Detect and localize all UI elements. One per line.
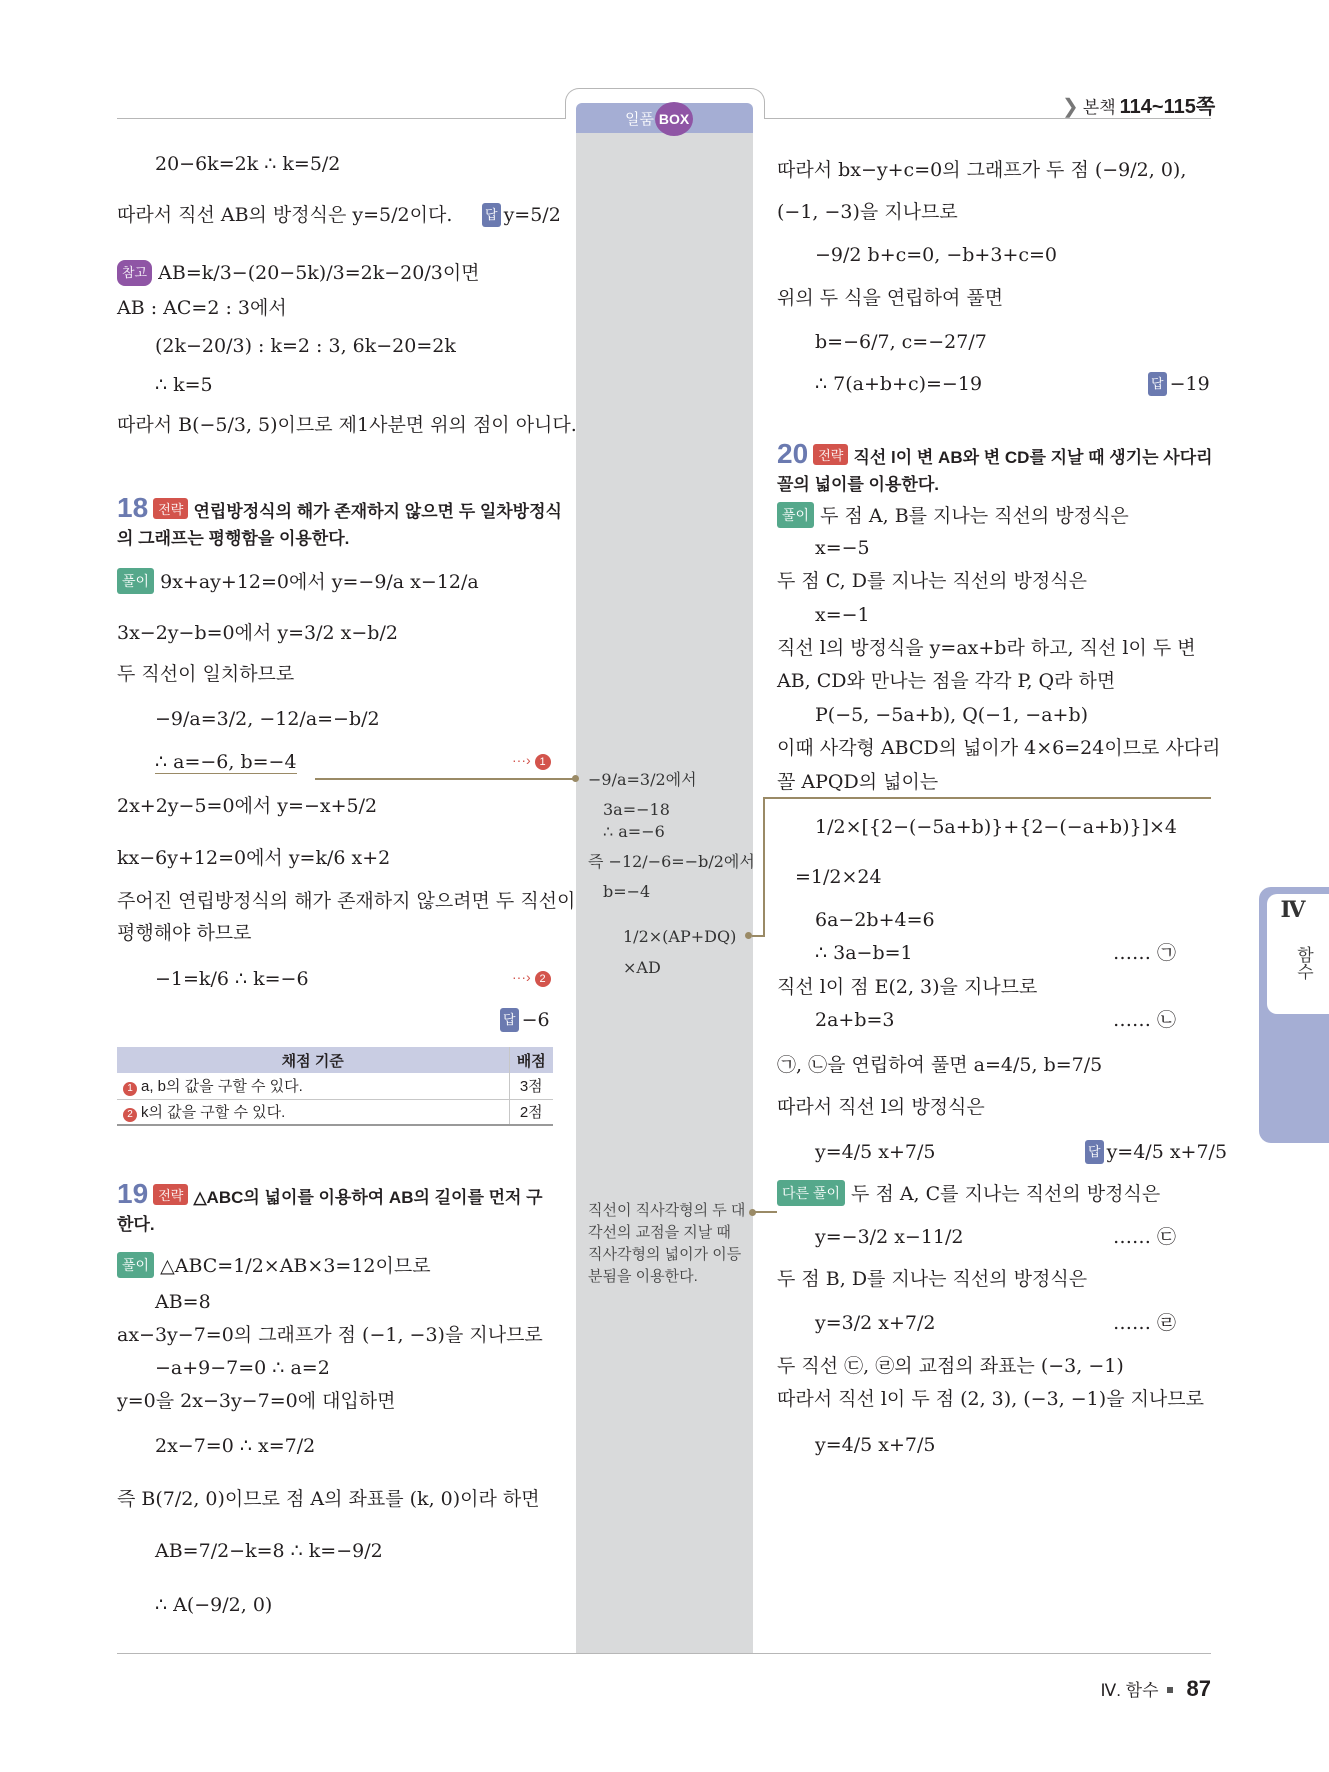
solution-line: 평행해야 하므로 bbox=[117, 922, 252, 944]
solution-line: 주어진 연립방정식의 해가 존재하지 않으려면 두 직선이 bbox=[117, 890, 576, 912]
page-number: 87 bbox=[1186, 1676, 1211, 1701]
table-row bbox=[117, 1099, 553, 1125]
right-line: 위의 두 식을 연립하여 풀면 bbox=[777, 287, 1004, 309]
problem-number: 20 bbox=[777, 438, 809, 469]
solution-line: 풀이 두 점 A, B를 지나는 직선의 방정식은 bbox=[777, 502, 1129, 528]
right-line: 따라서 bx−y+c=0의 그래프가 두 점 (−9/2, 0), bbox=[777, 159, 1187, 181]
box-area-line: 1/2×(AP+DQ) bbox=[623, 927, 737, 946]
connector-dot bbox=[745, 932, 752, 939]
solution-line: 6a−2b+4=6 bbox=[815, 909, 935, 931]
answer-icon: 답 bbox=[482, 203, 501, 227]
solution-line: 1/2×[{2−(−5a+b)}+{2−(−a+b)}]×4 bbox=[815, 816, 1178, 838]
box-calc-line: 3a=−18 bbox=[603, 800, 670, 819]
equation-mark: …… ㉠ bbox=[1113, 942, 1177, 964]
answer: 답 −6 bbox=[500, 1008, 550, 1032]
problem-number: 18 bbox=[117, 492, 149, 523]
box-badge: BOX bbox=[655, 102, 693, 136]
solution-line: −9/a=3/2, −12/a=−b/2 bbox=[155, 708, 380, 730]
solution-line: y=4/5 x+7/5 bbox=[815, 1141, 936, 1163]
box-note-line: 각선의 교점을 지날 때 bbox=[588, 1224, 731, 1241]
grading-header-criteria: 채점 기준 bbox=[117, 1047, 509, 1073]
box-calc-line: −9/a=3/2에서 bbox=[588, 770, 697, 789]
solution-line: 직선 l이 점 E(2, 3)을 지나므로 bbox=[777, 976, 1038, 998]
solution-line: y=0을 2x−3y−7=0에 대입하면 bbox=[117, 1390, 396, 1412]
footer-rule bbox=[117, 1653, 1211, 1654]
solution-line: P(−5, −5a+b), Q(−1, −a+b) bbox=[815, 704, 1089, 726]
solution-line: 3x−2y−b=0에서 y=3/2 x−b/2 bbox=[117, 622, 398, 644]
solution-line: 두 직선이 일치하므로 bbox=[117, 663, 295, 685]
solution-line: ∴ 3a−b=1 bbox=[815, 942, 913, 964]
left-line: 따라서 직선 AB의 방정식은 y=5/2이다. bbox=[117, 204, 453, 226]
strategy-text: 꼴의 넓이를 이용한다. bbox=[777, 475, 939, 494]
alt-solution-line: 두 점 B, D를 지나는 직선의 방정식은 bbox=[777, 1268, 1088, 1290]
equation-mark: …… ㉡ bbox=[1113, 1009, 1177, 1031]
note-line: 참고 AB=k/3−(20−5k)/3=2k−20/3이면 bbox=[117, 260, 480, 286]
solution-line: 이때 사각형 ABCD의 넓이가 4×6=24이므로 사다리 bbox=[777, 737, 1221, 759]
grading-criterion: 1 a, b의 값을 구할 수 있다. bbox=[117, 1073, 509, 1099]
solution-line: 직선 l의 방정식을 y=ax+b라 하고, 직선 l이 두 변 bbox=[777, 637, 1196, 659]
strategy-text: 연립방정식의 해가 존재하지 않으면 두 일차방정식 bbox=[193, 502, 562, 521]
solution-line: 풀이 9x+ay+12=0에서 y=−9/a x−12/a bbox=[117, 568, 479, 594]
solution-line: 2x+2y−5=0에서 y=−x+5/2 bbox=[117, 795, 378, 817]
chapter-roman: Ⅳ bbox=[1280, 897, 1306, 923]
solution-line: x=−1 bbox=[815, 604, 870, 626]
box-label: 일품 bbox=[625, 111, 654, 128]
alt-solution-badge: 다른 풀이 bbox=[777, 1180, 845, 1206]
solution-line: ∴ a=−6, b=−4 bbox=[155, 751, 297, 773]
right-line: b=−6/7, c=−27/7 bbox=[815, 331, 987, 353]
answer: 답 −19 bbox=[1148, 372, 1210, 396]
left-line: 따라서 B(−5/3, 5)이므로 제1사분면 위의 점이 아니다. bbox=[117, 414, 577, 436]
footer-separator bbox=[1167, 1687, 1173, 1693]
solution-line: kx−6y+12=0에서 y=k/6 x+2 bbox=[117, 847, 391, 869]
left-line: (2k−20/3) : k=2 : 3, 6k−20=2k bbox=[155, 335, 456, 357]
step-marker-1: ···› 1 bbox=[512, 752, 551, 770]
alt-solution-line: y=−3/2 x−11/2 bbox=[815, 1226, 964, 1248]
strategy-text: △ABC의 넓이를 이용하여 AB의 길이를 먼저 구 bbox=[193, 1188, 543, 1207]
solution-line: 따라서 직선 l의 방정식은 bbox=[777, 1096, 985, 1118]
right-line: ∴ 7(a+b+c)=−19 bbox=[815, 373, 983, 395]
solution-badge: 풀이 bbox=[117, 1252, 154, 1278]
page-footer bbox=[1101, 1676, 1211, 1702]
grading-points: 3점 bbox=[509, 1073, 553, 1099]
left-line: 20−6k=2k ∴ k=5/2 bbox=[155, 153, 341, 175]
chevron-right-icon: ❯ bbox=[1062, 96, 1079, 118]
strategy-badge: 전략 bbox=[153, 498, 188, 519]
answer-icon: 답 bbox=[500, 1008, 519, 1032]
solution-line: AB=7/2−k=8 ∴ k=−9/2 bbox=[155, 1540, 383, 1562]
problem-19-heading bbox=[117, 1178, 543, 1210]
step-marker-2: ···› 2 bbox=[512, 969, 551, 987]
solution-line: 즉 B(7/2, 0)이므로 점 A의 좌표를 (k, 0)이라 하면 bbox=[117, 1488, 540, 1510]
grading-criterion: 2 k의 값을 구할 수 있다. bbox=[117, 1099, 509, 1125]
problem-number: 19 bbox=[117, 1178, 149, 1209]
solution-line: 두 점 C, D를 지나는 직선의 방정식은 bbox=[777, 570, 1087, 592]
solution-line: 풀이 △ABC=1/2×AB×3=12이므로 bbox=[117, 1252, 431, 1278]
answer-icon: 답 bbox=[1085, 1140, 1104, 1164]
solution-line: AB=8 bbox=[155, 1291, 211, 1313]
footer-chapter: Ⅳ. 함수 bbox=[1100, 1681, 1159, 1700]
connector-dot bbox=[572, 775, 579, 782]
strategy-text: 한다. bbox=[117, 1215, 155, 1234]
equation-mark: …… ㉢ bbox=[1113, 1226, 1177, 1248]
strategy-text: 의 그래프는 평행함을 이용한다. bbox=[117, 529, 350, 548]
solution-line: 2a+b=3 bbox=[815, 1009, 895, 1031]
grading-points: 2점 bbox=[509, 1099, 553, 1125]
box-area-line: ×AD bbox=[623, 958, 661, 977]
header-rule-left bbox=[117, 118, 566, 119]
connector-line bbox=[315, 778, 577, 780]
strategy-badge: 전략 bbox=[813, 444, 848, 465]
problem-20-heading bbox=[777, 438, 1213, 470]
grading-header-points: 배점 bbox=[509, 1047, 553, 1073]
chapter-label: 함수 bbox=[1294, 946, 1313, 980]
alt-solution-line: y=3/2 x+7/2 bbox=[815, 1312, 936, 1334]
solution-line: −a+9−7=0 ∴ a=2 bbox=[155, 1357, 330, 1379]
answer-icon: 답 bbox=[1148, 372, 1167, 396]
equation-mark: …… ㉣ bbox=[1113, 1312, 1177, 1334]
box-calc-line: ∴ a=−6 bbox=[603, 822, 665, 841]
problem-18-heading bbox=[117, 492, 562, 524]
box-note-line: 직선이 직사각형의 두 대 bbox=[588, 1202, 746, 1219]
connector-line bbox=[763, 797, 765, 937]
solution-line: 꼴 APQD의 넓이는 bbox=[777, 771, 939, 793]
alt-solution-line: 다른 풀이 두 점 A, C를 지나는 직선의 방정식은 bbox=[777, 1180, 1160, 1206]
solution-line: ax−3y−7=0의 그래프가 점 (−1, −3)을 지나므로 bbox=[117, 1324, 543, 1346]
alt-solution-line: 따라서 직선 l이 두 점 (2, 3), (−3, −1)을 지나므로 bbox=[777, 1388, 1204, 1410]
right-line: −9/2 b+c=0, −b+3+c=0 bbox=[815, 244, 1058, 266]
note-badge: 참고 bbox=[117, 260, 152, 286]
solution-line: =1/2×24 bbox=[795, 866, 882, 888]
alt-solution-line: y=4/5 x+7/5 bbox=[815, 1434, 936, 1456]
solution-line: x=−5 bbox=[815, 537, 870, 559]
strategy-badge: 전략 bbox=[153, 1184, 188, 1205]
grading-header-row bbox=[117, 1047, 553, 1073]
solution-line: 2x−7=0 ∴ x=7/2 bbox=[155, 1435, 316, 1457]
solution-line: −1=k/6 ∴ k=−6 bbox=[155, 968, 309, 990]
connector-line bbox=[755, 1211, 777, 1213]
solution-badge: 풀이 bbox=[777, 502, 814, 528]
box-note-line: 직사각형의 넓이가 이등 bbox=[588, 1246, 742, 1263]
left-line: AB : AC=2 : 3에서 bbox=[117, 297, 287, 319]
strategy-text: 직선 l이 변 AB와 변 CD를 지날 때 생기는 사다리 bbox=[853, 448, 1213, 467]
answer: 답 y=5/2 bbox=[482, 203, 561, 227]
solution-line: AB, CD와 만나는 점을 각각 P, Q라 하면 bbox=[777, 670, 1116, 692]
solution-badge: 풀이 bbox=[117, 568, 154, 594]
grading-table bbox=[117, 1047, 553, 1126]
answer: 답 y=4/5 x+7/5 bbox=[1085, 1140, 1227, 1164]
alt-solution-line: 두 직선 ㉢, ㉣의 교점의 좌표는 (−3, −1) bbox=[777, 1355, 1124, 1377]
page-reference: ❯ 본책 114~115쪽 bbox=[1062, 96, 1216, 118]
right-line: (−1, −3)을 지나므로 bbox=[777, 201, 958, 223]
solution-line: ㉠, ㉡을 연립하여 풀면 a=4/5, b=7/5 bbox=[777, 1054, 1103, 1076]
solution-line: ∴ A(−9/2, 0) bbox=[155, 1594, 273, 1616]
left-line: ∴ k=5 bbox=[155, 374, 213, 396]
box-calc-line: 즉 −12/−6=−b/2에서 bbox=[588, 852, 755, 871]
box-note-line: 분됨을 이용한다. bbox=[588, 1268, 698, 1285]
table-row bbox=[117, 1073, 553, 1099]
connector-line bbox=[763, 797, 1211, 799]
box-calc-line: b=−4 bbox=[603, 882, 651, 901]
